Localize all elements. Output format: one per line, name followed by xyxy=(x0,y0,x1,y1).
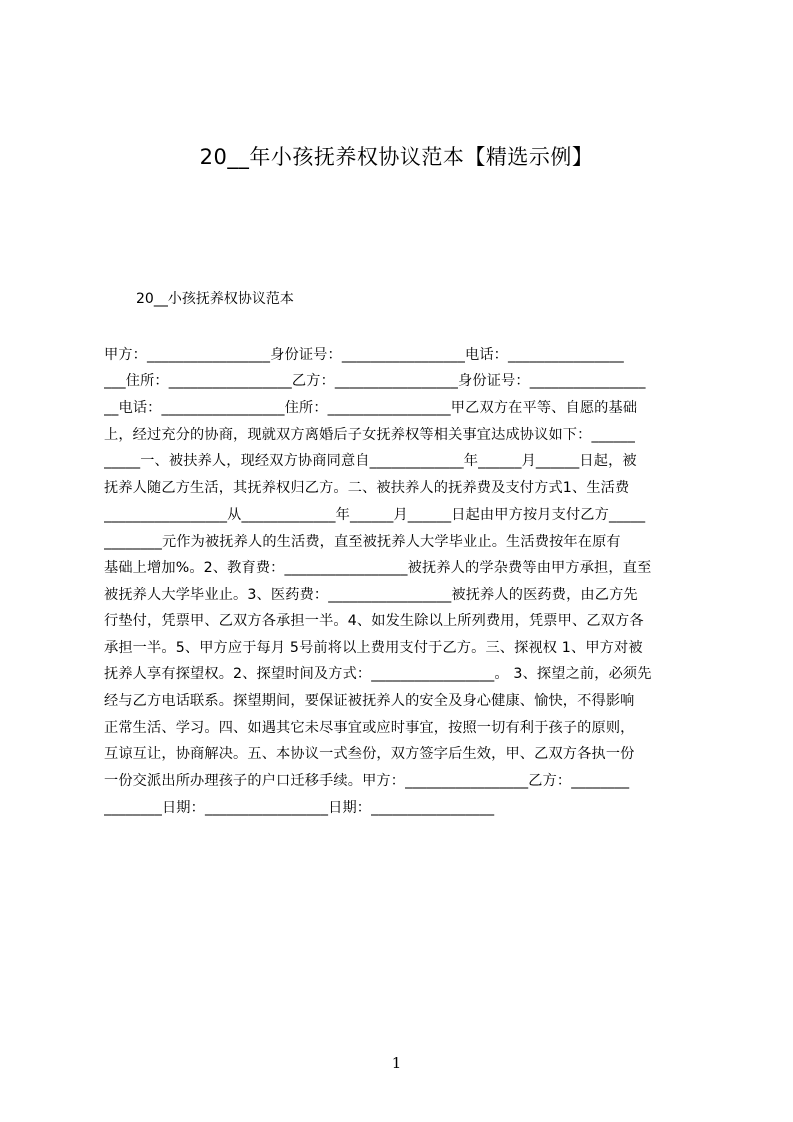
document-title: 20__年小孩抚养权协议范本【精选示例】 xyxy=(199,145,594,169)
body-line: 一份交派出所办理孩子的户口迁移手续。甲方：_________________乙方：________ xyxy=(104,773,630,789)
body-line: 行垫付，凭票甲、乙双方各承担一半。4、如发生除以上所列费用，凭票甲、乙双方各 xyxy=(104,613,644,629)
body-line: 互谅互让，协商解决。五、本协议一式叁份，双方签字后生效，甲、乙双方各执一份 xyxy=(104,746,635,762)
document-subtitle: 20__小孩抚养权协议范本 xyxy=(136,291,294,307)
body-line: __电话：_________________住所：_________________甲乙双方在平等、自愿的基础 xyxy=(104,400,638,416)
body-line: 甲方：_________________身份证号：_________________电话：________________ xyxy=(104,347,624,363)
body-line: 经与乙方电话联系。探望期间，要保证被抚养人的安全及身心健康、愉快，不得影响 xyxy=(104,693,635,709)
body-line: _____一、被扶养人，现经双方协商同意自_____________年______月______日起，被 xyxy=(104,453,637,469)
body-line: 基础上增加%。2、教育费：_________________被抚养人的学杂费等由甲方承担，直至 xyxy=(104,560,652,576)
page-number: 1 xyxy=(391,1054,402,1072)
body-line: 承担一半。5、甲方应于每月 5号前将以上费用支付于乙方。三、探视权 1、甲方对被 xyxy=(104,640,643,656)
body-line: ________元作为被抚养人的生活费，直至被抚养人大学毕业止。生活费按年在原有 xyxy=(104,534,621,550)
body-line: ________日期：_________________日期：_________________ xyxy=(104,800,495,816)
body-line: 抚养人随乙方生活，其抚养权归乙方。二、被扶养人的抚养费及支付方式1、生活费 xyxy=(104,480,630,496)
body-line: 被抚养人大学毕业止。3、医药费：_________________被抚养人的医药费，由乙方先 xyxy=(104,587,638,603)
body-line: 正常生活、学习。四、如遇其它未尽事宜或应时事宜，按照一切有利于孩子的原则， xyxy=(104,720,635,736)
body-line: 上，经过充分的协商，现就双方离婚后子女抚养权等相关事宜达成协议如下：______ xyxy=(104,427,635,443)
body-line: 抚养人享有探望权。2、探望时间及方式：_________________。 3、探望之前，必须先 xyxy=(104,666,652,682)
body-line: ___住所：_________________乙方：_________________身份证号：________________ xyxy=(104,373,646,389)
body-line: _________________从_____________年______月______日起由甲方按月支付乙方_____ xyxy=(104,507,646,523)
